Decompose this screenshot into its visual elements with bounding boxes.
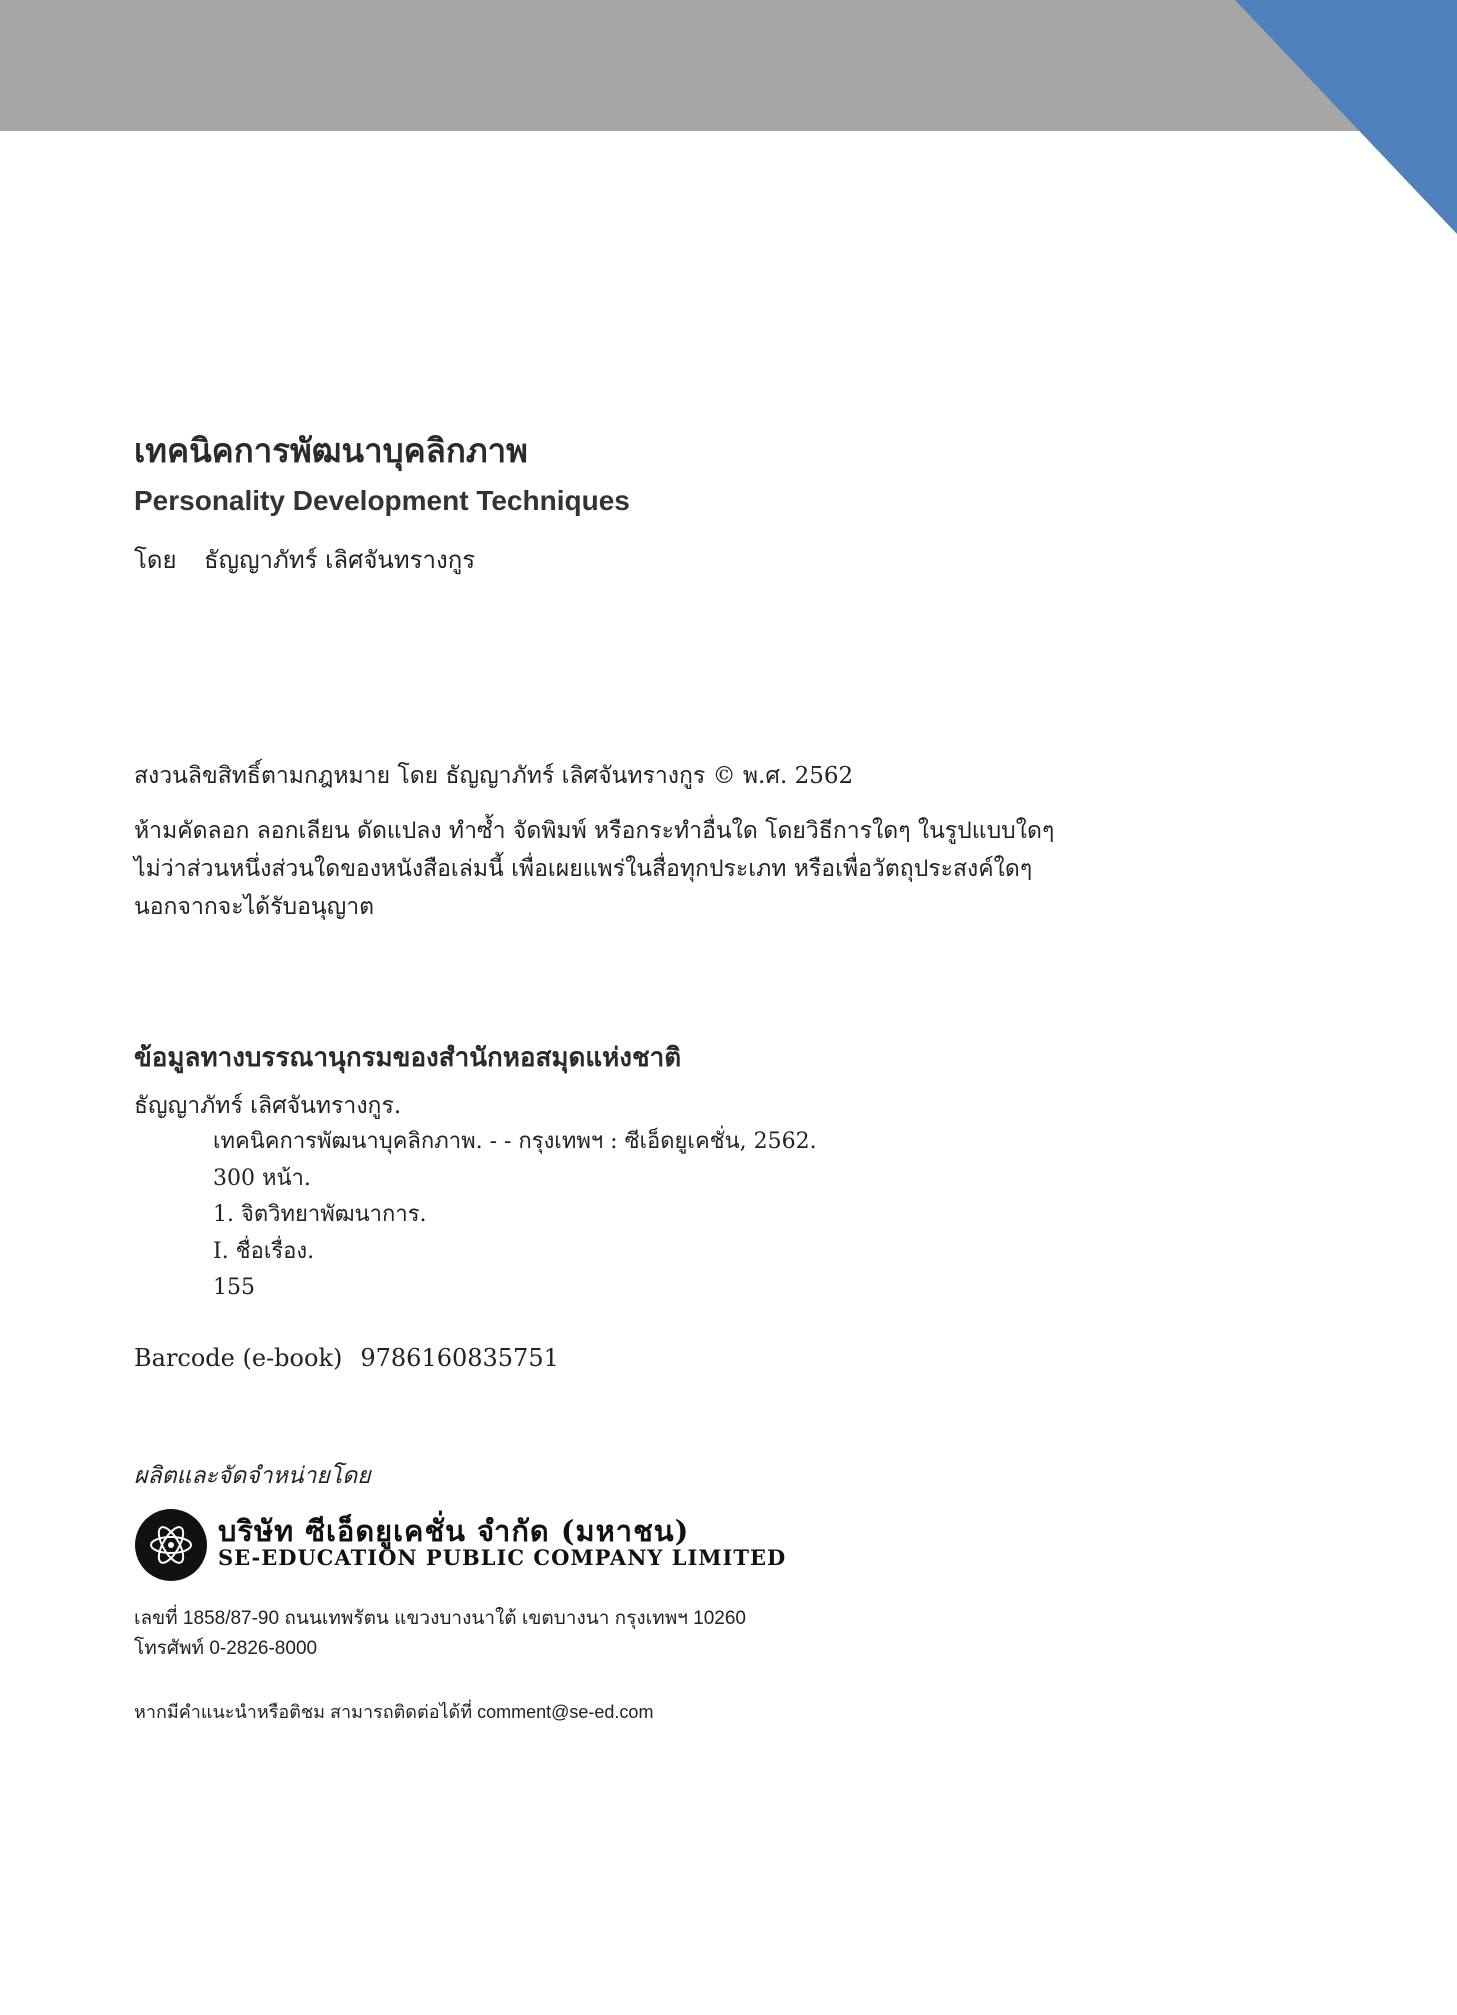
- company-name-thai: บริษัท ซีเอ็ดยูเคชั่น จำกัด (มหาชน): [218, 1514, 690, 1548]
- atom-logo-icon: [134, 1508, 208, 1582]
- rights-line: ไม่ว่าส่วนหนึ่งส่วนใดของหนังสือเล่มนี้ เพื่อเผยแพร่ในสื่อทุกประเภท หรือเพื่อวัตถุประสงค์ใดๆ: [134, 856, 1033, 882]
- cip-line: 1. จิตวิทยาพัฒนาการ.: [213, 1202, 427, 1227]
- by-label: โดย: [134, 546, 177, 574]
- barcode: [134, 1344, 559, 1372]
- cip-line: 300 หน้า.: [213, 1165, 311, 1191]
- book-title-english: Personality Development Techniques: [134, 485, 630, 516]
- rights-line: ห้ามคัดลอก ลอกเลียน ดัดแปลง ทำซ้ำ จัดพิมพ์ หรือกระทำอื่นใด โดยวิธีการใดๆ ในรูปแบบใดๆ: [134, 818, 1055, 844]
- phone-line: โทรศัพท์ 0-2826-8000: [134, 1638, 318, 1659]
- cip-line: 155: [213, 1275, 255, 1300]
- company-name-english: SE-EDUCATION PUBLIC COMPANY LIMITED: [218, 1545, 787, 1570]
- contact-line: หากมีคำแนะนำหรือติชม สามารถติดต่อได้ที่ comment@se-ed.com: [134, 1702, 654, 1722]
- rights-statement: [134, 812, 1054, 926]
- cip-line: I. ชื่อเรื่อง.: [213, 1238, 315, 1264]
- produced-by-label: ผลิตและจัดจำหน่ายโดย: [134, 1463, 371, 1489]
- corner-triangle: [0, 0, 1457, 240]
- author-name: ธัญญาภัทร์ เลิศจันทรางกูร: [204, 546, 476, 574]
- cip-heading: ข้อมูลทางบรรณานุกรมของสำนักหอสมุดแห่งชาติ: [134, 1043, 682, 1073]
- address-line: เลขที่ 1858/87-90 ถนนเทพรัตน แขวงบางนาใต้ เขตบางนา กรุงเทพฯ 10260: [134, 1608, 746, 1629]
- publisher-address: [134, 1604, 746, 1664]
- barcode-value: 9786160835751: [360, 1344, 559, 1372]
- copyright-notice: สงวนลิขสิทธิ์ตามกฎหมาย โดย ธัญญาภัทร์ เลิศจันทรางกูร © พ.ศ. 2562: [134, 763, 854, 789]
- cip-details: [213, 1124, 817, 1307]
- rights-line: นอกจากจะได้รับอนุญาต: [134, 894, 375, 920]
- cip-author: ธัญญาภัทร์ เลิศจันทรางกูร.: [134, 1093, 402, 1119]
- cip-line: เทคนิคการพัฒนาบุคลิกภาพ. - - กรุงเทพฯ : ซีเอ็ดยูเคชั่น, 2562.: [213, 1129, 817, 1154]
- book-title-thai: เทคนิคการพัฒนาบุคลิกภาพ: [134, 431, 528, 470]
- barcode-label: Barcode (e-book): [134, 1344, 343, 1372]
- byline: [134, 540, 475, 579]
